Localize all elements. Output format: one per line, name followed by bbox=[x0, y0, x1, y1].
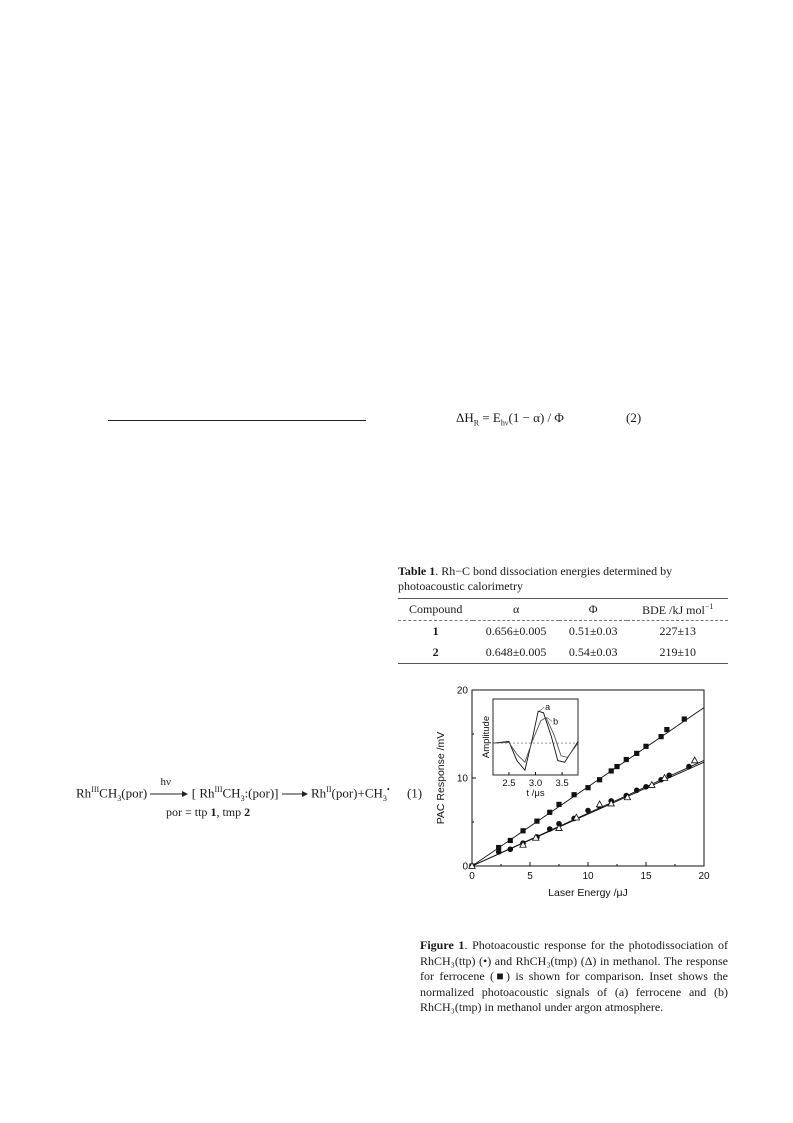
table-row bbox=[398, 621, 728, 643]
figure-caption-text: . Photoacoustic response for the photodissociation of RhCH₃(ttp) (•) and RhCH₃(tmp) (Δ) in methanol. The response for ferrocene (■) is shown for comparison. Inset shows the normalized photoacoustic signals of (a) ferrocene and (b) RhCH₃(tmp) in methanol under argon atmosphere. bbox=[420, 938, 728, 1015]
eq1-rh-3: Rh bbox=[311, 785, 327, 801]
y-axis-label: PAC Response /mV bbox=[435, 731, 447, 825]
eq1-ch-2: CH bbox=[222, 785, 241, 801]
inset-series-label: a bbox=[545, 702, 551, 713]
figure-caption bbox=[420, 938, 728, 1016]
arrow-icon bbox=[150, 789, 188, 799]
th-phi: Φ bbox=[588, 602, 598, 616]
table-caption bbox=[398, 564, 728, 594]
arrow-icon bbox=[282, 789, 308, 799]
footnote-rule bbox=[108, 420, 366, 421]
eq1-ox2: II bbox=[326, 785, 332, 794]
eq1-por-pre: por = ttp bbox=[166, 804, 211, 819]
cell-phi: 0.54±0.03 bbox=[568, 645, 618, 659]
cell-alpha: 0.656±0.005 bbox=[485, 624, 547, 638]
inset-y-axis-label: Amplitude bbox=[481, 715, 492, 759]
data-point-square bbox=[597, 777, 602, 782]
data-point-square bbox=[534, 819, 539, 824]
inset-frame bbox=[493, 699, 578, 775]
data-point-square bbox=[547, 810, 552, 815]
data-point-square bbox=[634, 751, 639, 756]
eq1-arrow-1 bbox=[150, 776, 188, 801]
data-point-square bbox=[508, 838, 513, 843]
eq1-product: (por)+CH bbox=[331, 785, 383, 801]
eq1-dot: • bbox=[386, 785, 390, 794]
eq1-number: (1) bbox=[406, 785, 423, 801]
data-point-square bbox=[614, 764, 619, 769]
data-point-circle bbox=[585, 808, 591, 814]
x-tick-label: 20 bbox=[698, 871, 710, 882]
eq1-rh-2: Rh bbox=[199, 785, 215, 801]
table-caption-label: Table 1 bbox=[398, 564, 436, 578]
th-alpha: α bbox=[512, 602, 520, 616]
th-bde-sup: −1 bbox=[704, 601, 714, 611]
table-caption-text: . Rh−C bond dissociation energies determined by photoacoustic calorimetry bbox=[398, 564, 673, 593]
data-point-square bbox=[682, 716, 687, 721]
x-tick-label: 5 bbox=[527, 871, 533, 882]
inset-plot bbox=[481, 699, 578, 799]
x-tick-label: 0 bbox=[469, 871, 475, 882]
data-point-square bbox=[609, 768, 614, 773]
th-bde bbox=[627, 599, 728, 621]
inset-x-tick-label: 3.5 bbox=[555, 778, 569, 789]
inset-series-label: b bbox=[553, 716, 559, 727]
eq2-mid-sub: hν bbox=[500, 418, 509, 428]
eq2-rhs: (1 − α) / Φ bbox=[508, 410, 564, 425]
eq1-por-1: 1 bbox=[210, 804, 217, 819]
inset-x-tick-label: 2.5 bbox=[502, 778, 516, 789]
table-row bbox=[398, 642, 728, 664]
cell-alpha: 0.648±0.005 bbox=[485, 645, 547, 659]
inset-x-tick-label: 3.0 bbox=[528, 778, 543, 789]
eq1-bracket: [ bbox=[191, 785, 200, 801]
data-point-square bbox=[643, 744, 648, 749]
eq2-number: (2) bbox=[626, 410, 642, 425]
data-point-square bbox=[520, 828, 525, 833]
cell-compound: 1 bbox=[432, 624, 439, 638]
cell-bde: 219±10 bbox=[659, 645, 697, 659]
data-point-square bbox=[658, 734, 663, 739]
cell-bde: 227±13 bbox=[659, 624, 697, 638]
eq2-mid: = E bbox=[479, 410, 501, 425]
eq1-rh: Rh bbox=[76, 785, 92, 801]
y-tick-label: 10 bbox=[456, 773, 468, 785]
data-point-triangle bbox=[596, 801, 602, 807]
eq1-ch: CH bbox=[99, 785, 118, 801]
eq2-lhs: ΔH bbox=[456, 410, 474, 425]
table-header-row bbox=[398, 599, 728, 621]
data-point-square bbox=[571, 792, 576, 797]
data-point-square bbox=[585, 785, 590, 790]
eq1-por: (por) bbox=[121, 785, 148, 801]
bde-table bbox=[398, 598, 728, 664]
eq1-hv: hν bbox=[160, 776, 171, 789]
data-point-triangle bbox=[692, 757, 698, 763]
y-tick-label: 20 bbox=[456, 685, 468, 697]
y-tick-label: 0 bbox=[462, 861, 468, 873]
eq1-colon-por: :(por)] bbox=[244, 785, 279, 801]
eq1-por-2: 2 bbox=[244, 804, 251, 819]
eq1-ox3-2: III bbox=[214, 785, 223, 794]
eq2-lhs-sub: R bbox=[473, 418, 480, 428]
data-point-square bbox=[664, 727, 669, 732]
eq1-sub-2: 3 bbox=[240, 793, 245, 803]
equation-1 bbox=[76, 776, 423, 820]
figure-caption-label: Figure 1 bbox=[420, 938, 465, 952]
eq1-ox3: III bbox=[91, 785, 100, 794]
x-tick-label: 10 bbox=[582, 871, 594, 882]
figure-1-chart bbox=[416, 680, 716, 900]
th-compound: Compound bbox=[408, 602, 463, 616]
eq1-sub-3: 3 bbox=[382, 793, 387, 803]
inset-x-axis-label: t /μs bbox=[526, 788, 545, 799]
eq1-por-mid: , tmp bbox=[216, 804, 245, 819]
cell-phi: 0.51±0.03 bbox=[568, 624, 618, 638]
data-point-square bbox=[556, 802, 561, 807]
equation-2 bbox=[456, 410, 642, 428]
eq1-sub: 3 bbox=[117, 793, 122, 803]
x-tick-label: 15 bbox=[640, 871, 652, 882]
th-bde-label: BDE /kJ mol bbox=[642, 602, 705, 617]
eq1-por-line bbox=[166, 805, 422, 820]
cell-compound: 2 bbox=[432, 645, 439, 659]
data-point-square bbox=[624, 757, 629, 762]
x-axis-label: Laser Energy /μJ bbox=[548, 887, 628, 899]
